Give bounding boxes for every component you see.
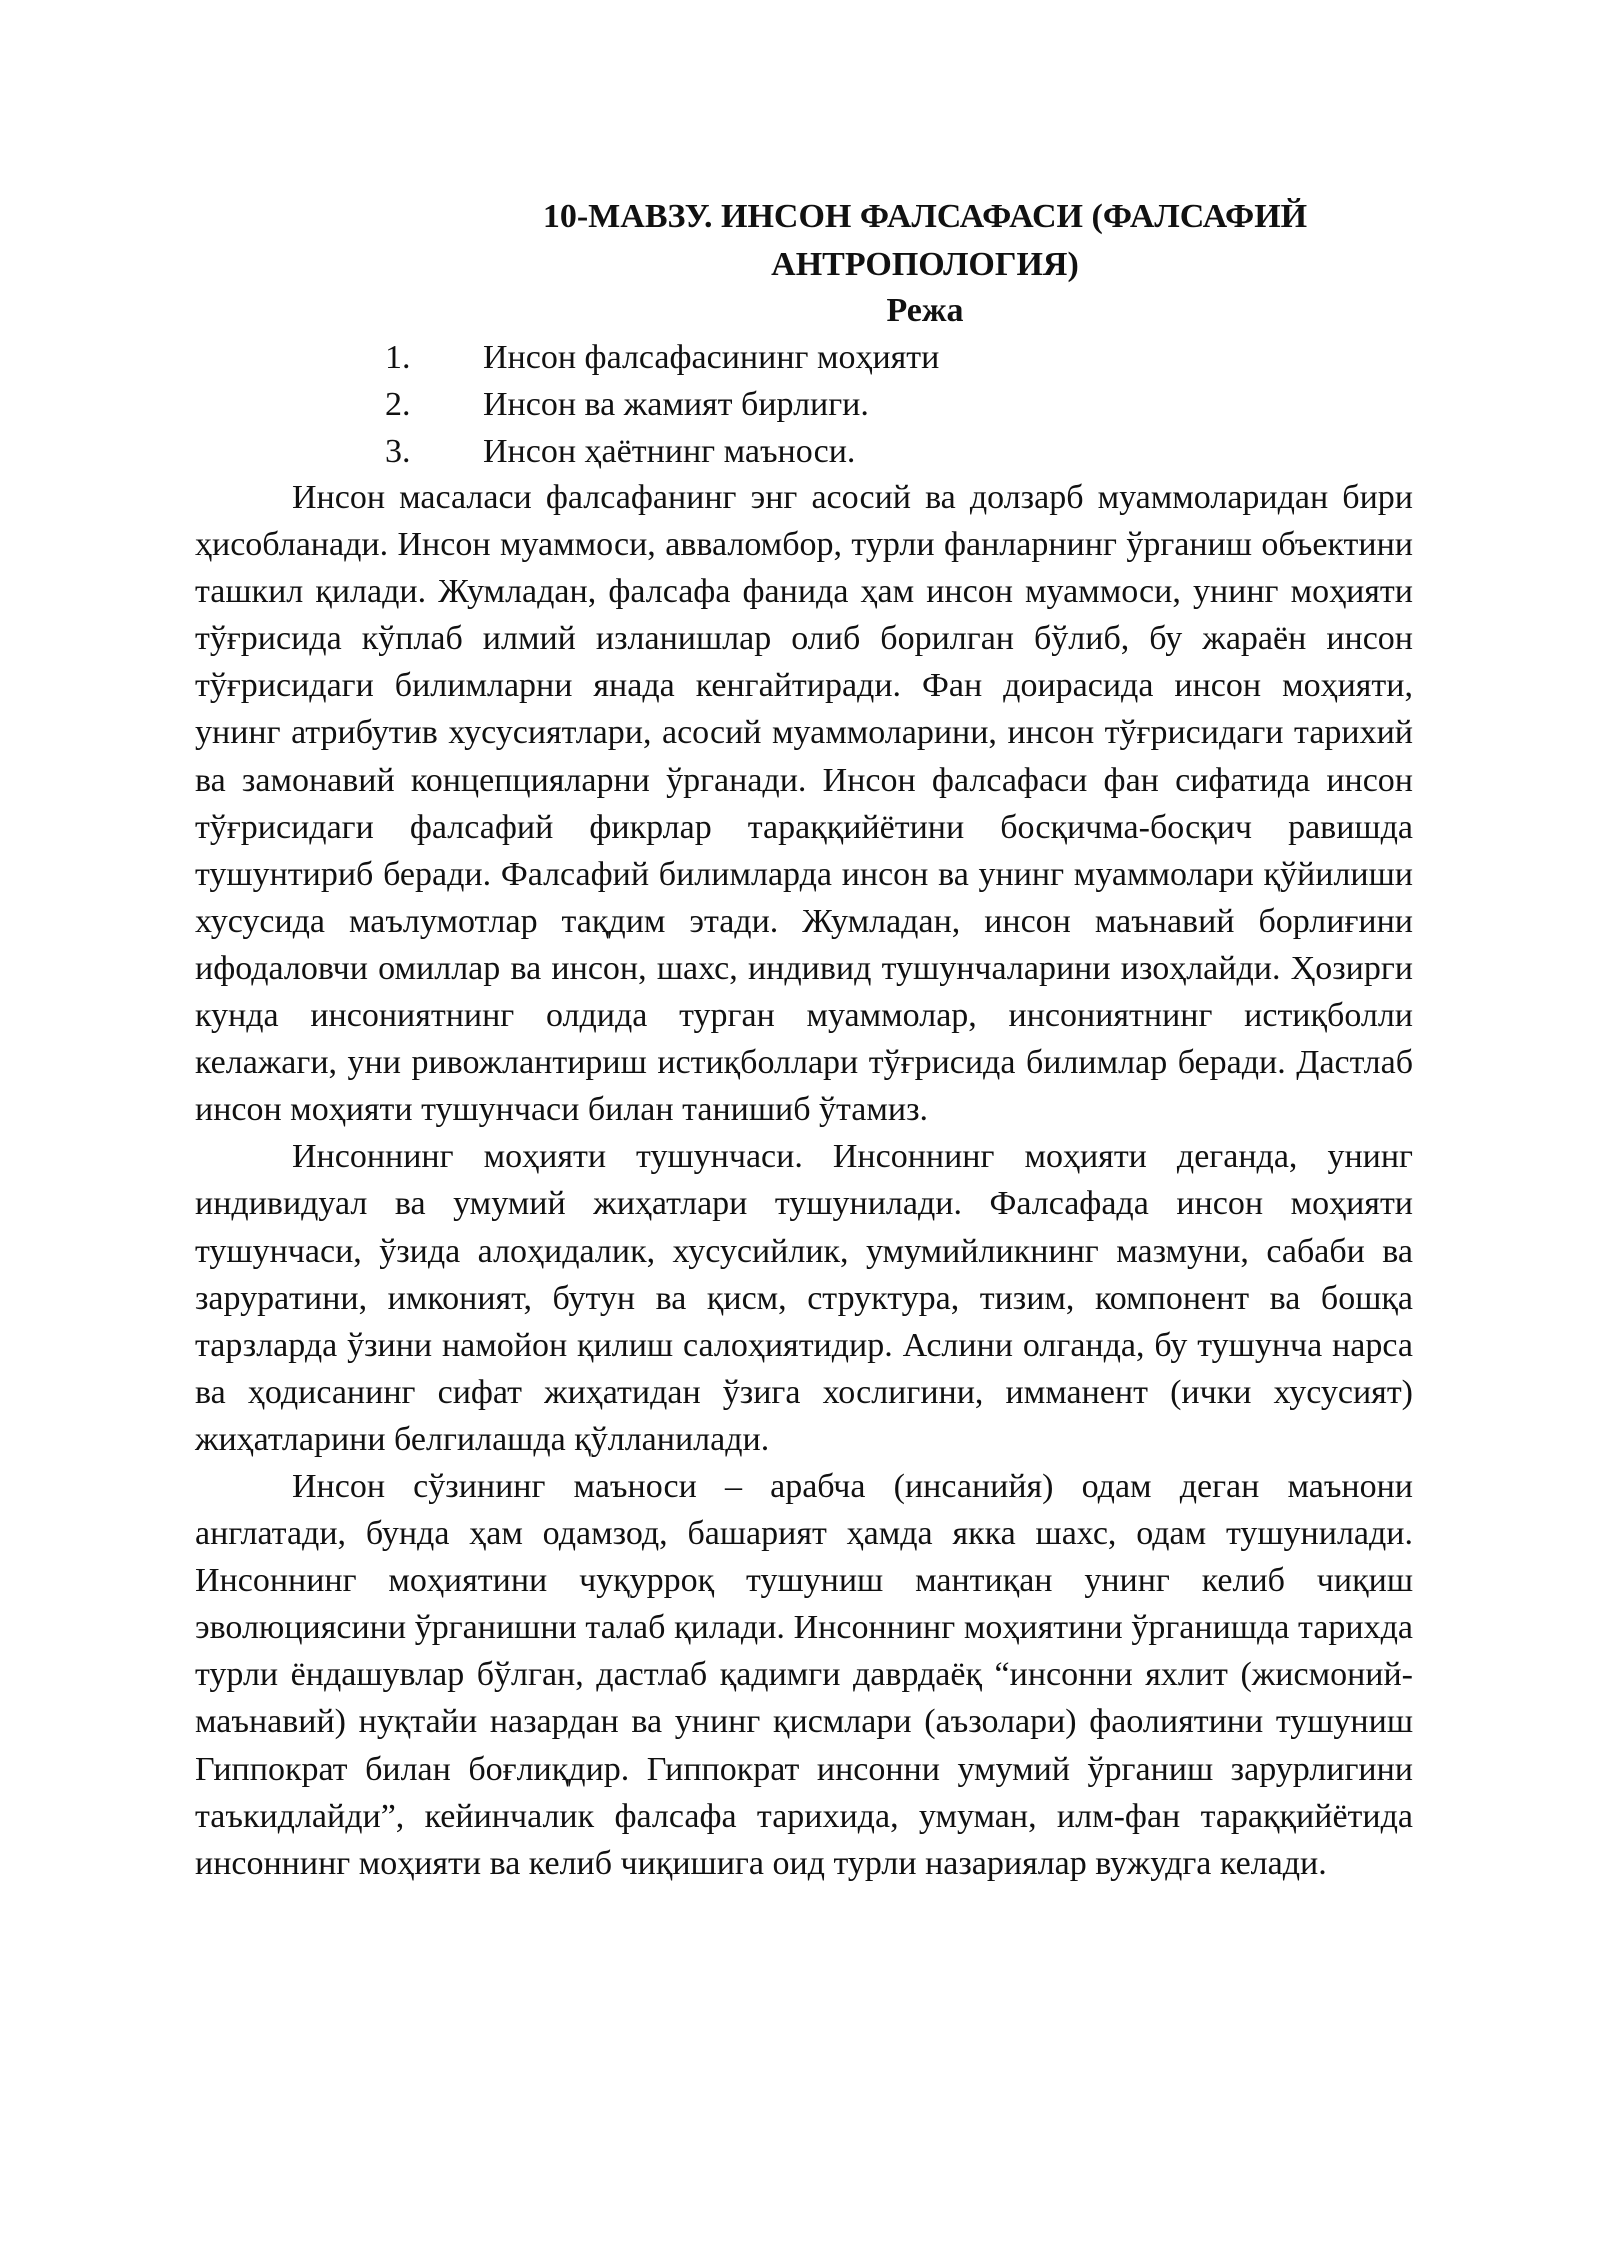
body-text [195,474,1413,1887]
plan-item [385,334,939,381]
plan-item-number: 2. [385,386,411,423]
plan-item [385,428,939,475]
document-title: 10-МАВЗУ. ИНСОН ФАЛСАФАСИ (ФАЛСАФИЙ [542,198,1308,235]
plan-list [385,334,939,475]
plan-item-number: 3. [385,433,411,470]
plan-item-number: 1. [385,339,411,376]
document-title-continued: АНТРОПОЛОГИЯ) [771,246,1079,283]
paragraph-essence-concept: Инсоннинг моҳияти тушунчаси. Инсоннинг моҳияти деганда, унинг индивидуал ва умумий жиҳатлари тушунилади. Фалсафада инсон моҳияти тушунчаси, ўзида алоҳидалик, хусусийлик, умумийликнинг мазмуни, сабаби ва зарурaтини, имконият, бутун ва қисм, структура, тизим, компонент ва бошқа тарзларда ўзини намойон қилиш салоҳиятидир. Аслини олганда, бу тушунча нарса ва ҳодисанинг сифат жиҳатидан ўзига хослигини, имманент (ички хусусият) жиҳатларини белгилашда қўлланилади. [195,1138,1413,1458]
plan-item-text: Инсон ва жамият бирлиги. [483,386,869,423]
plan-item [385,381,939,428]
plan-item-text: Инсон фалсафасининг моҳияти [483,339,940,376]
paragraph-word-meaning: Инсон сўзининг маъноси – арабча (инсанийя) одам деган маънони англатади, бунда ҳам одамзод, башарият ҳамда якка шахс, одам тушунилади. Инсоннинг моҳиятини чуқурроқ тушуниш мантиқан унинг келиб чиқиш эволюциясини ўрганишни талаб қилади. Инсоннинг моҳиятини ўрганишда тарихда турли ёндашувлар бўлган, дастлаб қадимги даврдаёқ “инсонни яхлит (жисмоний-маънавий) нуқтайи назардан ва унинг қисмлари (аъзолари) фаолиятини тушуниш Гиппократ билан боғлиқдир. Гиппократ инсонни умумий ўрганиш зарурлигини таъкидлайди”, кейинчалик фалсафа тарихида, умуман, илм-фан тараққийётида инсоннинг моҳияти ва келиб чиқишига оид турли назариялар вужудга келади. [195,1467,1413,1882]
paragraph-introduction: Инсон масаласи фалсафанинг энг асосий ва долзарб муаммоларидан бири ҳисобланади. Инсон муаммоси, авваломбор, турли фанларнинг ўрганиш объектини ташкил қилади. Жумладан, фалсафа фанида ҳам инсон муаммоси, унинг моҳияти тўғрисида кўплаб илмий изланишлар олиб борилган бўлиб, бу жараён инсон тўғрисидаги билимларни янада кенгайтиради. Фан доирасида инсон моҳияти, унинг атрибутив хусусиятлари, асосий муаммоларини, инсон тўғрисидаги тарихий ва замонавий концепцияларни ўрганади. Инсон фалсафаси фан сифатида инсон тўғрисидаги фалсафий фикрлар тараққийётини босқичма-босқич равишда тушунтириб беради. Фалсафий билимларда инсон ва унинг муаммолари қўйилиши хусусида маълумотлар тақдим этади. Жумладан, инсон маънавий борлиғини ифодаловчи омиллар ва инсон, шахс, индивид тушунчаларини изоҳлайди. Ҳозирги кунда инсониятнинг олдида турган муаммолар, инсониятнинг истиқболли келажаги, уни ривожлантириш истиқболлари тўғрисида билимлар беради. Дастлаб инсон моҳияти тушунчаси билан танишиб ўтамиз. [195,479,1413,1129]
plan-heading: Режа [886,292,964,329]
plan-item-text: Инсон ҳаётнинг маъноси. [483,433,856,470]
